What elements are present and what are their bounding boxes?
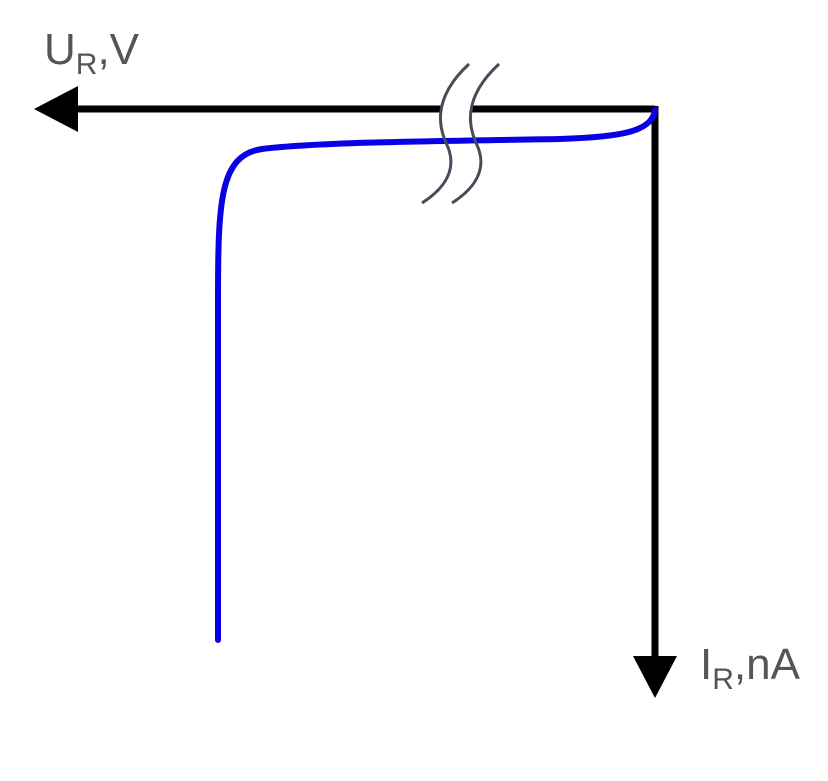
reverse-iv-curve	[218, 110, 655, 640]
y-axis-arrowhead	[633, 656, 677, 698]
x-axis-label-unit: ,V	[97, 25, 140, 74]
y-axis-label-main: I	[700, 640, 713, 689]
x-axis-arrowhead	[34, 86, 78, 132]
y-axis-label	[700, 640, 800, 696]
y-axis-label-unit: ,nA	[733, 640, 800, 689]
x-axis-label-main: U	[44, 25, 76, 74]
y-axis-label-subscript: R	[712, 663, 734, 696]
x-axis-label	[44, 25, 140, 81]
x-axis-label-subscript: R	[75, 48, 98, 81]
